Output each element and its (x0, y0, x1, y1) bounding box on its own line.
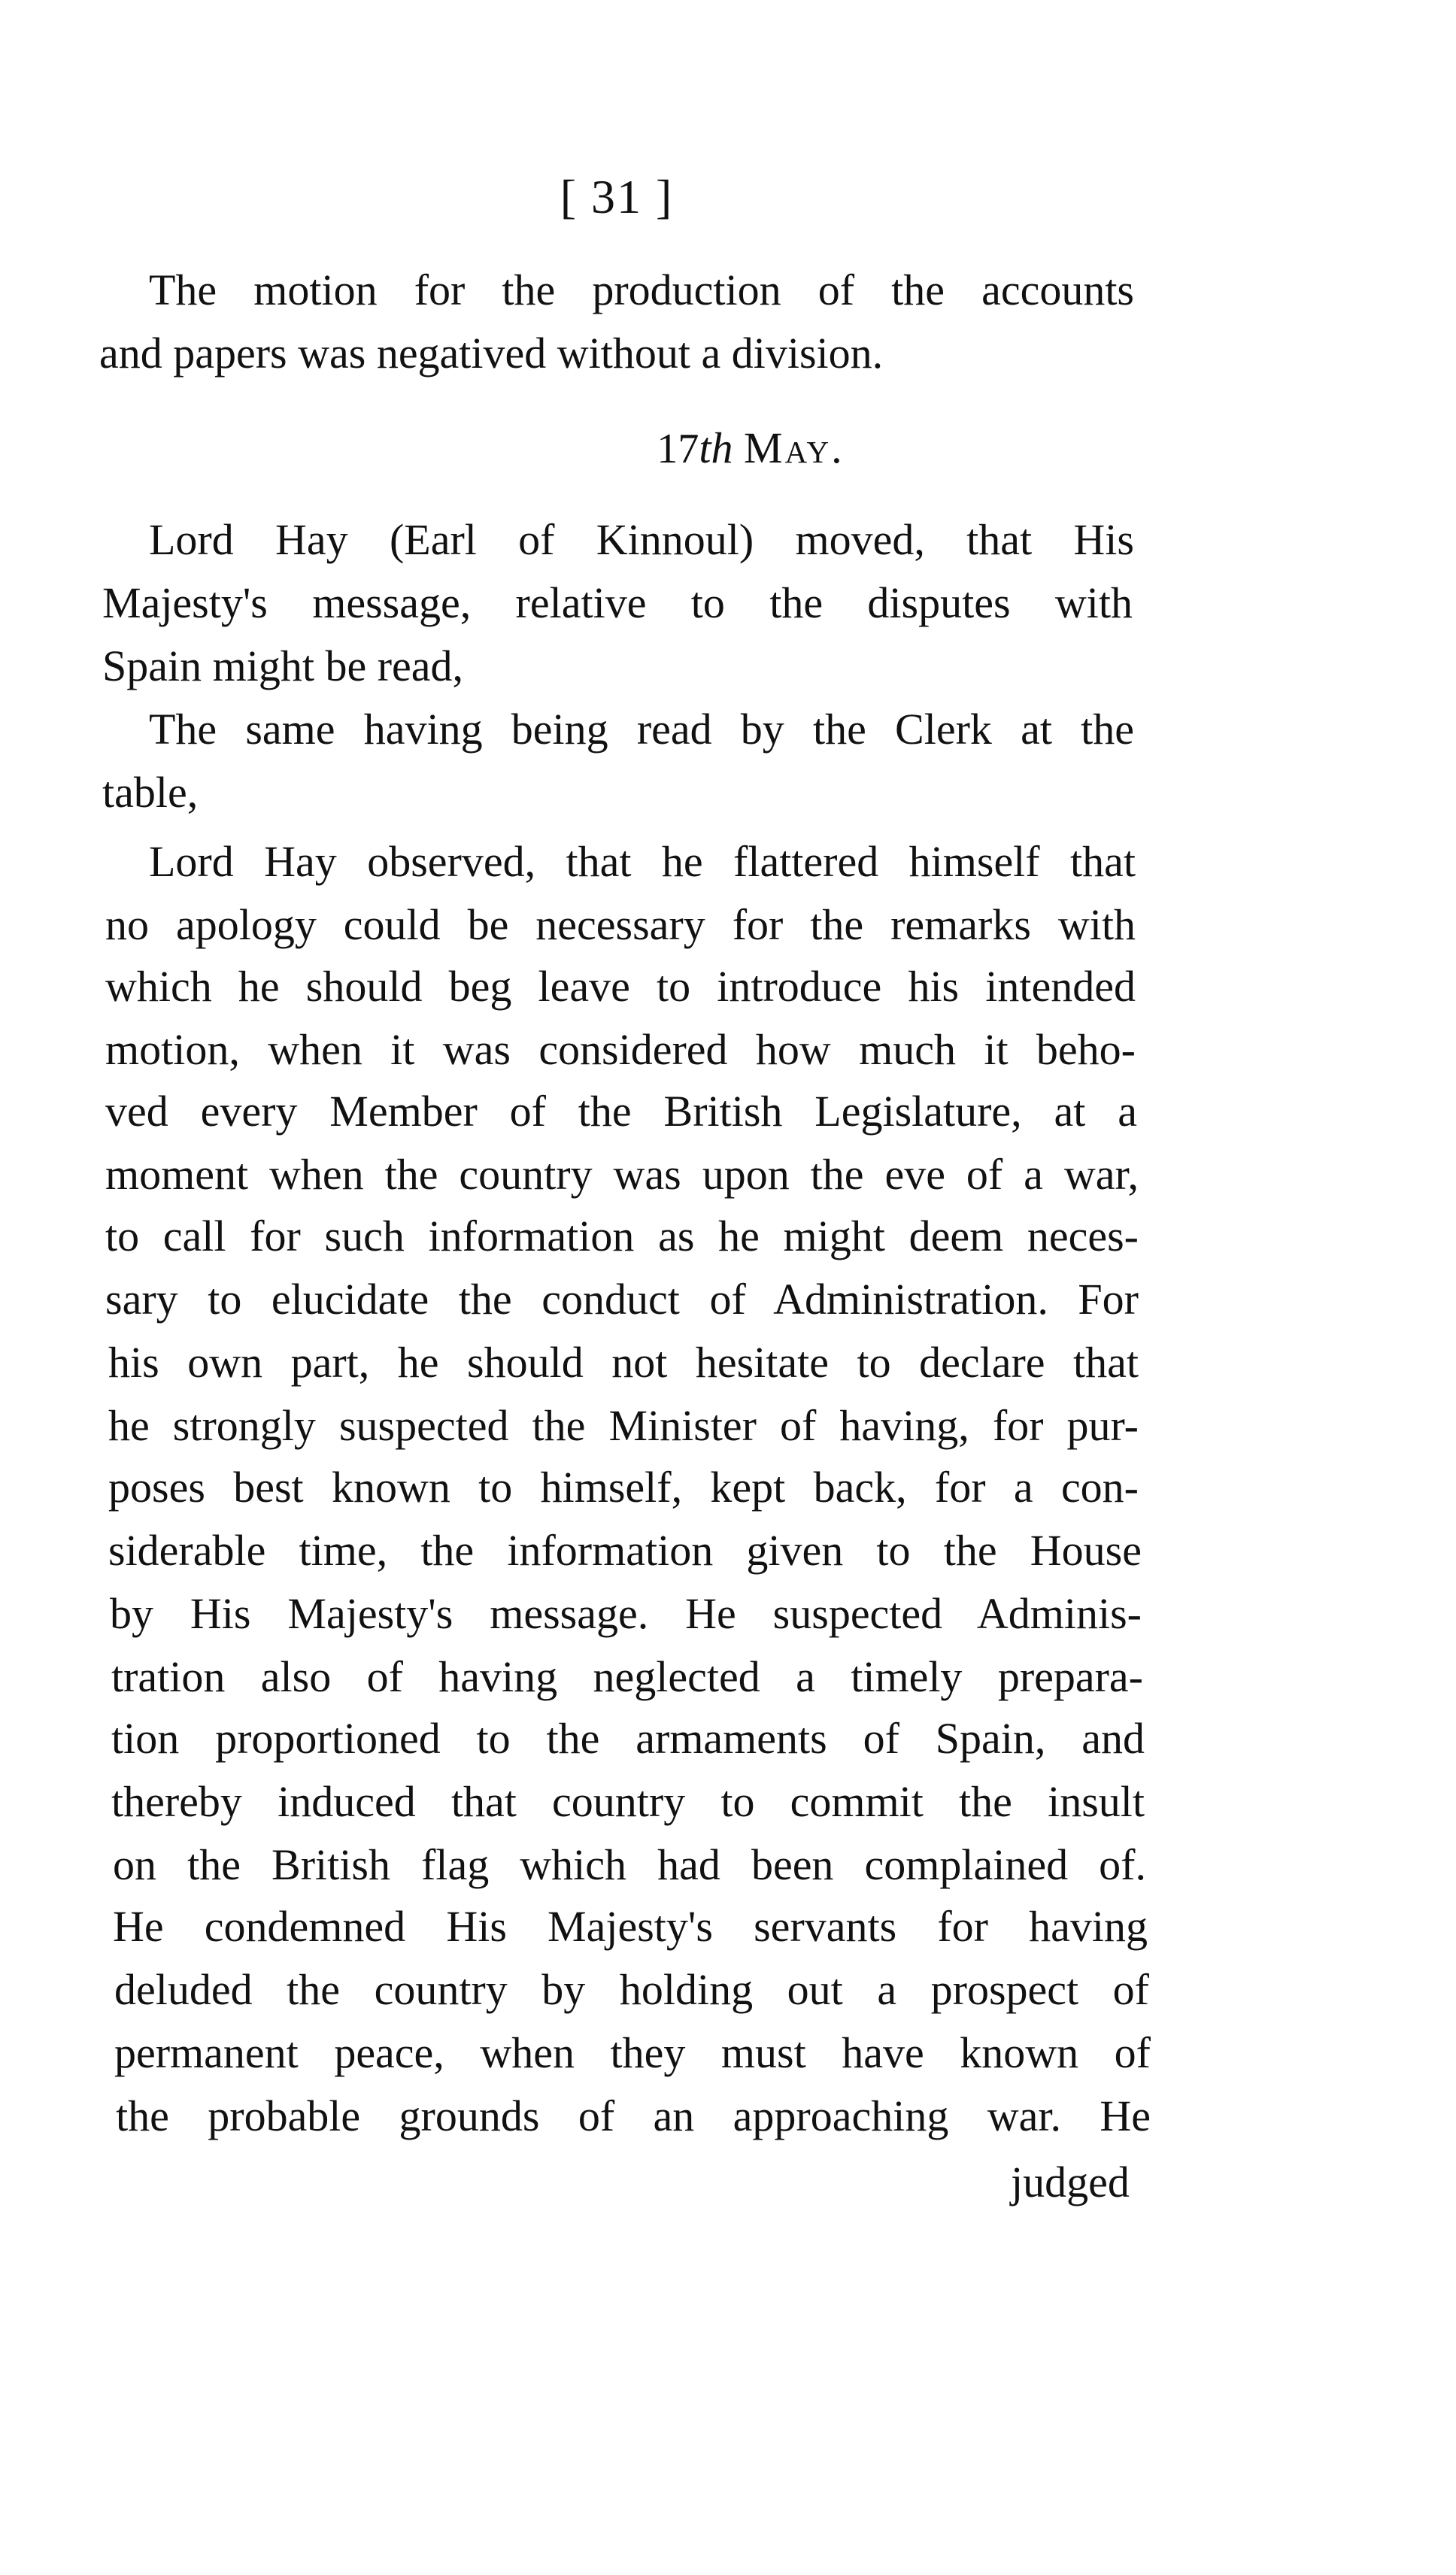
text-line: tration also of having neglected a timely prepara- (111, 1652, 1143, 1701)
text-line: sary to elucidate the conduct of Administration. For (105, 1275, 1139, 1324)
text-line: his own part, he should not hesitate to declare that (108, 1338, 1139, 1387)
text-line: He condemned His Majesty's servants for having (113, 1902, 1148, 1951)
text-line: and papers was negatived without a division. (99, 329, 884, 378)
text-line: no apology could be necessary for the remarks with (105, 900, 1136, 949)
text-line: Lord Hay (Earl of Kinnoul) moved, that His (149, 515, 1134, 564)
text-line: he strongly suspected the Minister of having, for pur- (108, 1401, 1139, 1450)
page-number: [ 31 ] (560, 170, 674, 223)
text-line: permanent peace, when they must have known of (114, 2028, 1151, 2077)
text-line: by His Majesty's message. He suspected Adminis- (110, 1589, 1142, 1638)
heading-day-suffix: th (699, 423, 733, 472)
text-line: tion proportioned to the armaments of Spain, and (111, 1714, 1145, 1763)
catchword: judged (1011, 2158, 1130, 2206)
text-line: motion, when it was considered how much it beho- (105, 1025, 1136, 1074)
heading-day: 17 (657, 426, 699, 472)
heading-month: May. (744, 423, 845, 472)
text-line: on the British flag which had been complained of. (113, 1840, 1146, 1889)
text-line: moment when the country was upon the eve of a war, (105, 1150, 1139, 1199)
text-line: the probable grounds of an approaching war. He (116, 2091, 1151, 2140)
section-heading (0, 418, 1456, 479)
text-line: ved every Member of the British Legislature, at a (105, 1087, 1137, 1136)
text-line: The same having being read by the Clerk at the (149, 705, 1134, 754)
text-line: siderable time, the information given to the House (108, 1526, 1142, 1575)
text-line: deluded the country by holding out a prospect of (114, 1965, 1149, 2014)
text-line: to call for such information as he might deem neces- (105, 1212, 1139, 1260)
text-line: Spain might be read, (102, 641, 464, 690)
text-line: Lord Hay observed, that he flattered himself that (149, 837, 1136, 886)
text-line: table, (102, 768, 199, 817)
text-line: which he should beg leave to introduce his intended (105, 962, 1136, 1011)
text-line: poses best known to himself, kept back, for a con- (108, 1463, 1139, 1512)
text-line: Majesty's message, relative to the disputes with (102, 578, 1133, 627)
text-line: The motion for the production of the accounts (149, 265, 1134, 314)
text-line: thereby induced that country to commit the insult (111, 1777, 1145, 1826)
